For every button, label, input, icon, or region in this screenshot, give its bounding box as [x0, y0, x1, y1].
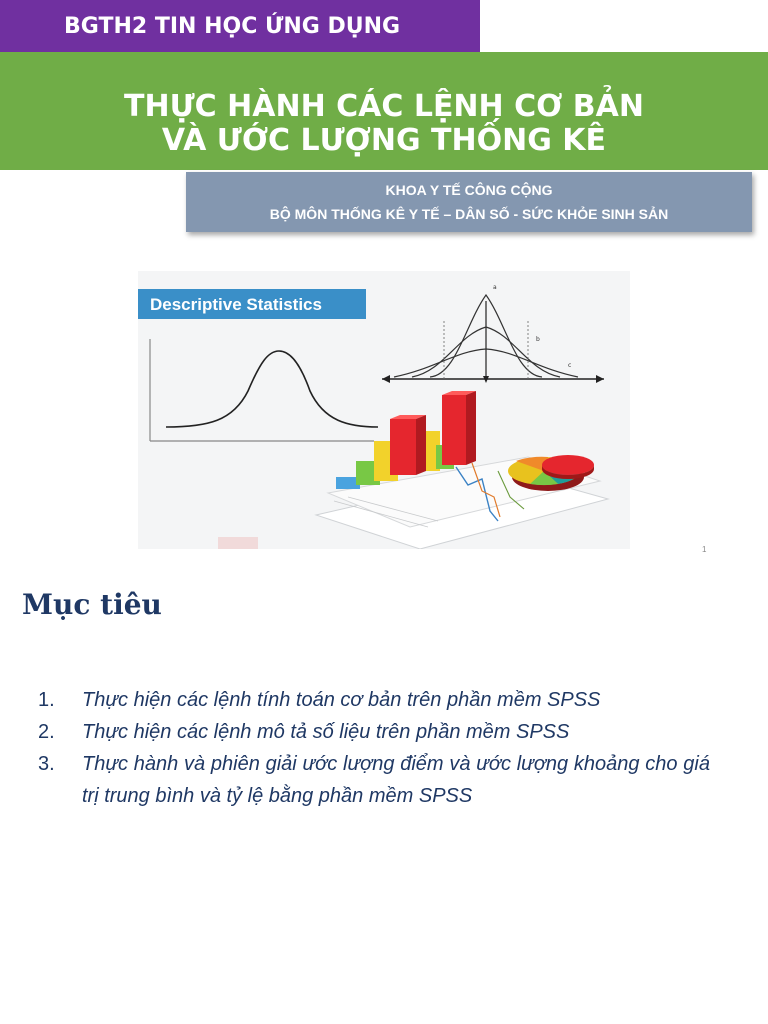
objective-number: 3.: [38, 753, 55, 775]
curve-label-c: c: [568, 362, 572, 369]
banner-text: Descriptive Statistics: [150, 295, 322, 314]
objective-item: [38, 684, 710, 716]
title-line-2: VÀ ƯỚC LƯỢNG THỐNG KÊ: [161, 123, 607, 158]
course-label-band: [0, 0, 480, 52]
objective-number: 2.: [38, 721, 55, 743]
objective-text: Thực hiện các lệnh tính toán cơ bản trên phần mềm SPSS: [82, 689, 601, 711]
objective-item: [38, 716, 710, 748]
faculty-name: KHOA Y TẾ CÔNG CỘNG: [385, 182, 553, 198]
department-name: BỘ MÔN THỐNG KÊ Y TẾ – DÂN SỐ - SỨC KHỎE SINH SẢN: [269, 206, 669, 222]
descriptive-statistics-illustration: [138, 271, 630, 549]
curve-label-b: b: [536, 336, 540, 343]
objective-text: Thực hành và phiên giải ước lượng điểm và ước lượng khoảng cho giá trị trung bình và tỷ lệ bằng phần mềm SPSS: [82, 753, 710, 807]
objective-number: 1.: [38, 689, 55, 711]
objective-item: [38, 748, 710, 812]
objective-text: Thực hiện các lệnh mô tả số liệu trên phần mềm SPSS: [82, 721, 570, 743]
watermark-mark: [218, 537, 258, 549]
page-number: 1: [702, 545, 707, 554]
title-line-1: THỰC HÀNH CÁC LỆNH CƠ BẢN: [124, 89, 644, 124]
department-band: [186, 172, 752, 232]
objectives-list: [38, 684, 710, 812]
curve-label-a: a: [493, 284, 497, 291]
illustration-svg: [138, 271, 630, 549]
course-label: BGTH2 TIN HỌC ỨNG DỤNG: [64, 13, 401, 39]
objectives-heading: Mục tiêu: [22, 588, 162, 621]
title-band: [0, 52, 768, 170]
